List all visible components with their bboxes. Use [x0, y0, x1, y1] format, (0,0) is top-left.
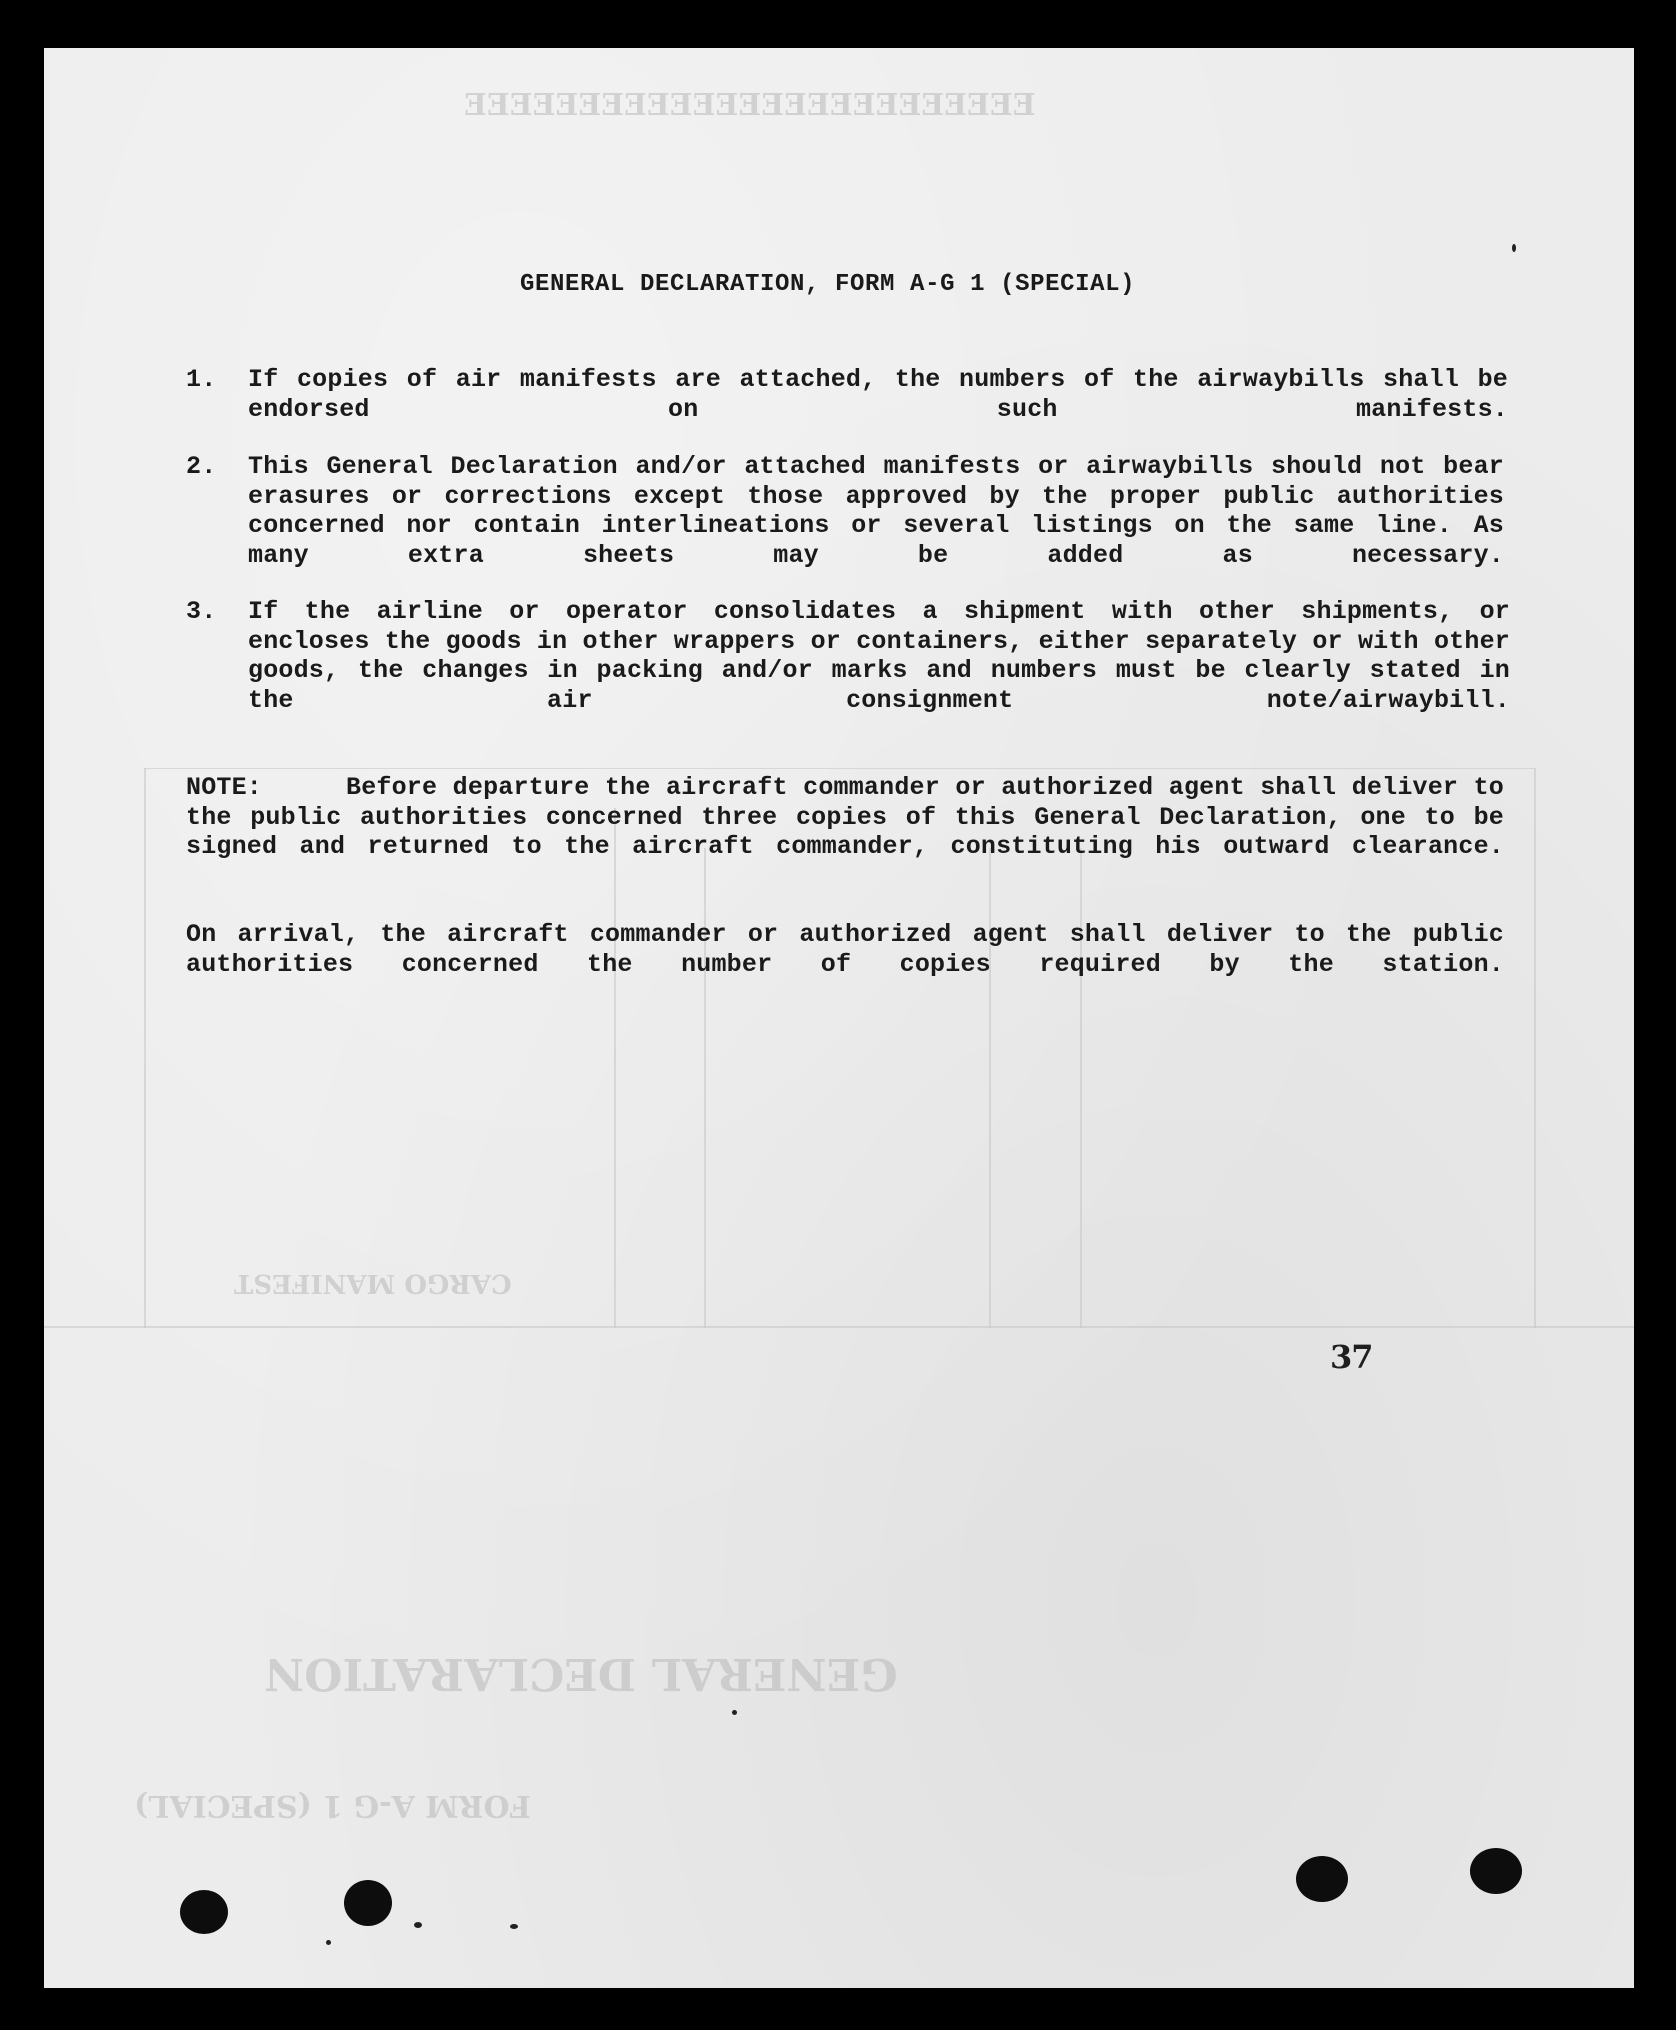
note-label: NOTE: [186, 773, 263, 802]
item-2-number: 2. [186, 452, 217, 481]
note-block [186, 773, 1504, 891]
item-2-text: This General Declaration and/or attached manifests or airwaybills should not bear erasures or corrections except those approved by the proper public authorities concerned nor contain interlineations or several listings on the same line. As many extra sheets may be added as necessary. [248, 452, 1504, 570]
item-3-number: 3. [186, 597, 217, 626]
punch-hole [344, 1880, 392, 1926]
item-1-text: If copies of air manifests are attached, the numbers of the airwaybills shall be endorsed on such manifests. [248, 365, 1508, 424]
speck [326, 1940, 331, 1945]
note-text: Before departure the aircraft commander or authorized agent shall deliver to the public authorities concerned three copies of this General Declaration, one to be signed and returned to the aircraft commander, constituting his outward clearance. [186, 773, 1504, 861]
speck [1512, 244, 1516, 252]
speck [510, 1924, 518, 1929]
document-title: GENERAL DECLARATION, FORM A-G 1 (SPECIAL) [520, 271, 1136, 298]
punch-hole [1470, 1848, 1522, 1894]
item-1-number: 1. [186, 365, 217, 394]
punch-hole [1296, 1856, 1348, 1902]
punch-hole [180, 1890, 228, 1934]
document-page: EEEEEEEEEEEEEEEEEEEEEEEEE GENERAL DECLARATION FORM A-G 1 (SPECIAL) CARGO MANIFEST GENERAL DECLARATION, FORM A-G 1 (SPECIAL) 1. If copies of air manifests are attached, the numbers of the airwaybills shall be endorsed on such manifests. 2. This General Declaration and/or attached manifests or airwaybills should not bear erasures or corrections except those approved by the proper public authorities concerned nor contain interlineations or several listings on the same line. As many extra sheets may be added as necessary. 3. If the airline or operator consolidates a shipment with other shipments, or encloses the goods in other wrappers or containers, either separately or with other goods, the changes in packing and/or marks and numbers must be clearly stated in the air consignment note/airwaybill. NOTE: Before departure the aircraft commander or authorized agent shall deliver to the public authorities concerned three copies of this General Declaration, one to be signed and returned to the aircraft commander, constituting his outward clearance. On arrival, the aircraft commander or authorized agent shall deliver to the public authorities concerned the number of copies required by the station. 37 [44, 48, 1634, 1988]
item-3-text: If the airline or operator consolidates a shipment with other shipments, or encloses the goods in other wrappers or containers, either separately or with other goods, the changes in packing and/or marks and numbers must be clearly stated in the air consignment note/airwaybill. [248, 597, 1510, 715]
arrival-text: On arrival, the aircraft commander or authorized agent shall deliver to the public authorities concerned the number of copies required by the station. [186, 920, 1504, 979]
page-number: 37 [1330, 1338, 1373, 1376]
speck [414, 1922, 422, 1928]
speck [732, 1710, 737, 1715]
